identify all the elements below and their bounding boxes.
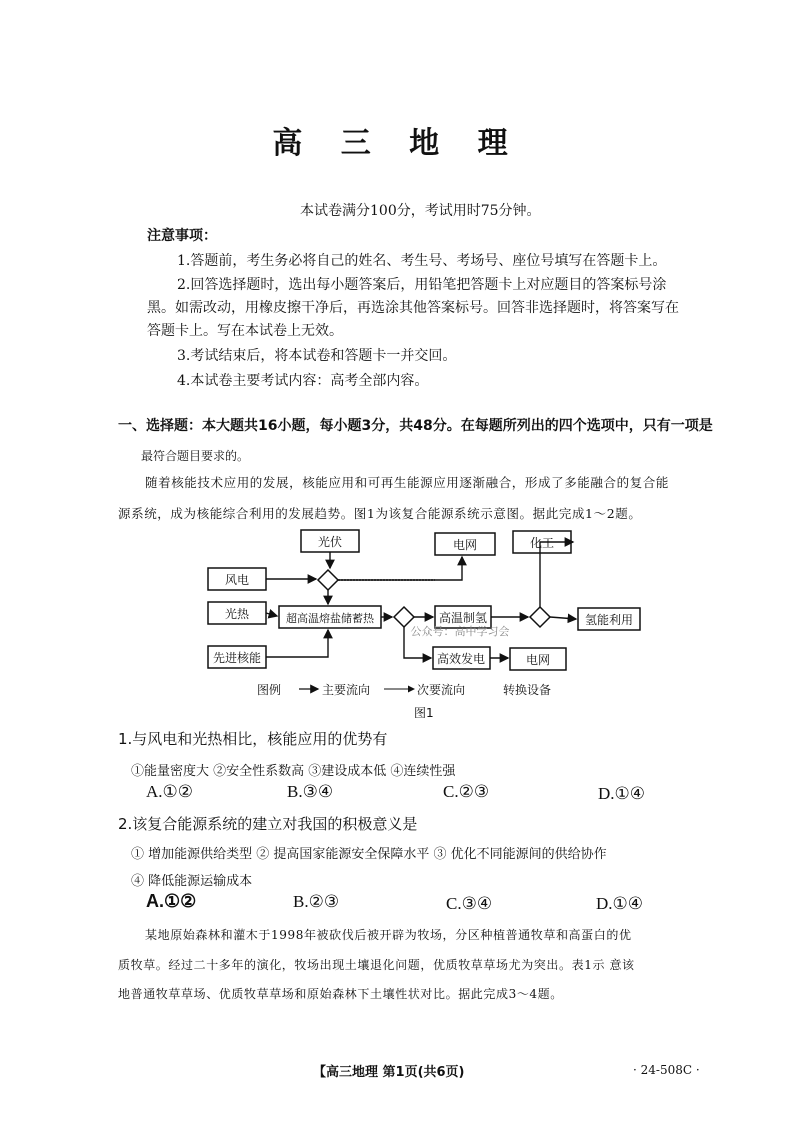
exam-info: 本试卷满分100分，考试用时75分钟。 bbox=[300, 203, 541, 219]
question-2-option-b: B.②③ bbox=[293, 892, 340, 911]
converter-2 bbox=[394, 607, 414, 627]
legend-main-flow: 主要流向 bbox=[322, 683, 371, 697]
notice-item-2-line-3: 答题卡上。写在本试卷上无效。 bbox=[147, 323, 343, 339]
converter-3 bbox=[530, 607, 550, 627]
footer-page-label: 【高三地理 第1页(共6页) bbox=[313, 1065, 465, 1080]
passage-1-line-1: 随着核能技术应用的发展，核能应用和可再生能源应用逐渐融合，形成了多能融合的复合能 bbox=[145, 475, 670, 490]
box-chem-label: 化工 bbox=[529, 536, 555, 550]
box-solar-label: 光热 bbox=[224, 607, 250, 621]
box-nuclear-label: 先进核能 bbox=[212, 651, 262, 665]
legend-label: 图例 bbox=[257, 683, 282, 697]
converter-1 bbox=[318, 570, 338, 590]
question-1-option-a: A.①② bbox=[146, 782, 194, 801]
notice-item-1: 1.答题前，考生务必将自己的姓名、考生号、考场号、座位号填写在答题卡上。 bbox=[177, 253, 667, 269]
passage-2-line-2: 质牧草。经过二十多年的演化，牧场出现土壤退化问题，优质牧草草场尤为突出。表1示 意该 bbox=[118, 958, 635, 972]
footer-code: · 24-508C · bbox=[633, 1063, 700, 1077]
notice-item-2-line-1: 2.回答选择题时，选出每小题答案后，用铅笔把答题卡上对应题目的答案标号涂 bbox=[177, 277, 667, 293]
notice-item-4: 4.本试卷主要考试内容：高考全部内容。 bbox=[177, 373, 429, 389]
question-1-option-d: D.①④ bbox=[598, 784, 646, 803]
question-2-option-a: A.①② bbox=[146, 891, 197, 911]
box-pv-label: 光伏 bbox=[317, 535, 343, 549]
box-storage-label: 超高温熔盐储蓄热 bbox=[286, 612, 374, 625]
passage-1-line-2: 源系统，成为核能综合利用的发展趋势。图1为该复合能源系统示意图。据此完成1～2题。 bbox=[118, 506, 642, 521]
legend-minor-flow: 次要流向 bbox=[417, 683, 466, 697]
question-2-option-d: D.①④ bbox=[596, 894, 644, 913]
box-power-gen-label: 高效发电 bbox=[436, 652, 486, 666]
question-2-statements-line-2: ④ 降低能源运输成本 bbox=[131, 874, 253, 889]
notice-item-3: 3.考试结束后，将本试卷和答题卡一并交回。 bbox=[177, 348, 457, 364]
box-hydrogen-prod-label: 高温制氢 bbox=[438, 611, 488, 625]
box-hydrogen-use-label: 氢能利用 bbox=[584, 613, 634, 627]
figure-1-diagram bbox=[200, 528, 650, 718]
notice-item-2-line-2: 黑。如需改动，用橡皮擦干净后，再选涂其他答案标号。回答非选择题时，将答案写在 bbox=[147, 300, 679, 316]
question-1-stem: 1.与风电和光热相比，核能应用的优势有 bbox=[118, 730, 388, 748]
box-grid-bottom-label: 电网 bbox=[525, 653, 551, 667]
question-1-option-b: B.③④ bbox=[287, 782, 334, 801]
question-1-option-c: C.②③ bbox=[443, 782, 490, 801]
passage-2-line-3: 地普通牧草草场、优质牧草草场和原始森林下土壤性状对比。据此完成3～4题。 bbox=[118, 987, 563, 1001]
legend-converter: 转换设备 bbox=[503, 683, 552, 697]
page-title: 高 三 地 理 bbox=[272, 126, 522, 161]
question-2-option-c: C.③④ bbox=[446, 894, 493, 913]
passage-2-line-1: 某地原始森林和灌木于1998年被砍伐后被开辟为牧场，分区种植普通牧草和高蛋白的优 bbox=[145, 928, 632, 942]
question-2-statements-line-1: ① 增加能源供给类型 ② 提高国家能源安全保障水平 ③ 优化不同能源间的供给协作 bbox=[131, 847, 607, 862]
question-2-stem: 2.该复合能源系统的建立对我国的积极意义是 bbox=[118, 815, 418, 833]
question-1-statements: ①能量密度大 ②安全性系数高 ③建设成本低 ④连续性强 bbox=[131, 764, 456, 779]
section-heading: 一、选择题：本大题共16小题，每小题3分，共48分。在每题所列出的四个选项中，只有一项是 bbox=[118, 418, 713, 434]
box-grid-top-label: 电网 bbox=[452, 538, 478, 552]
figure-caption: 图1 bbox=[414, 706, 434, 718]
notice-heading: 注意事项： bbox=[147, 228, 217, 244]
section-heading-cont: 最符合题目要求的。 bbox=[141, 449, 250, 463]
box-wind-label: 风电 bbox=[224, 573, 250, 587]
watermark: 公众号：高中学习会 bbox=[410, 625, 510, 638]
